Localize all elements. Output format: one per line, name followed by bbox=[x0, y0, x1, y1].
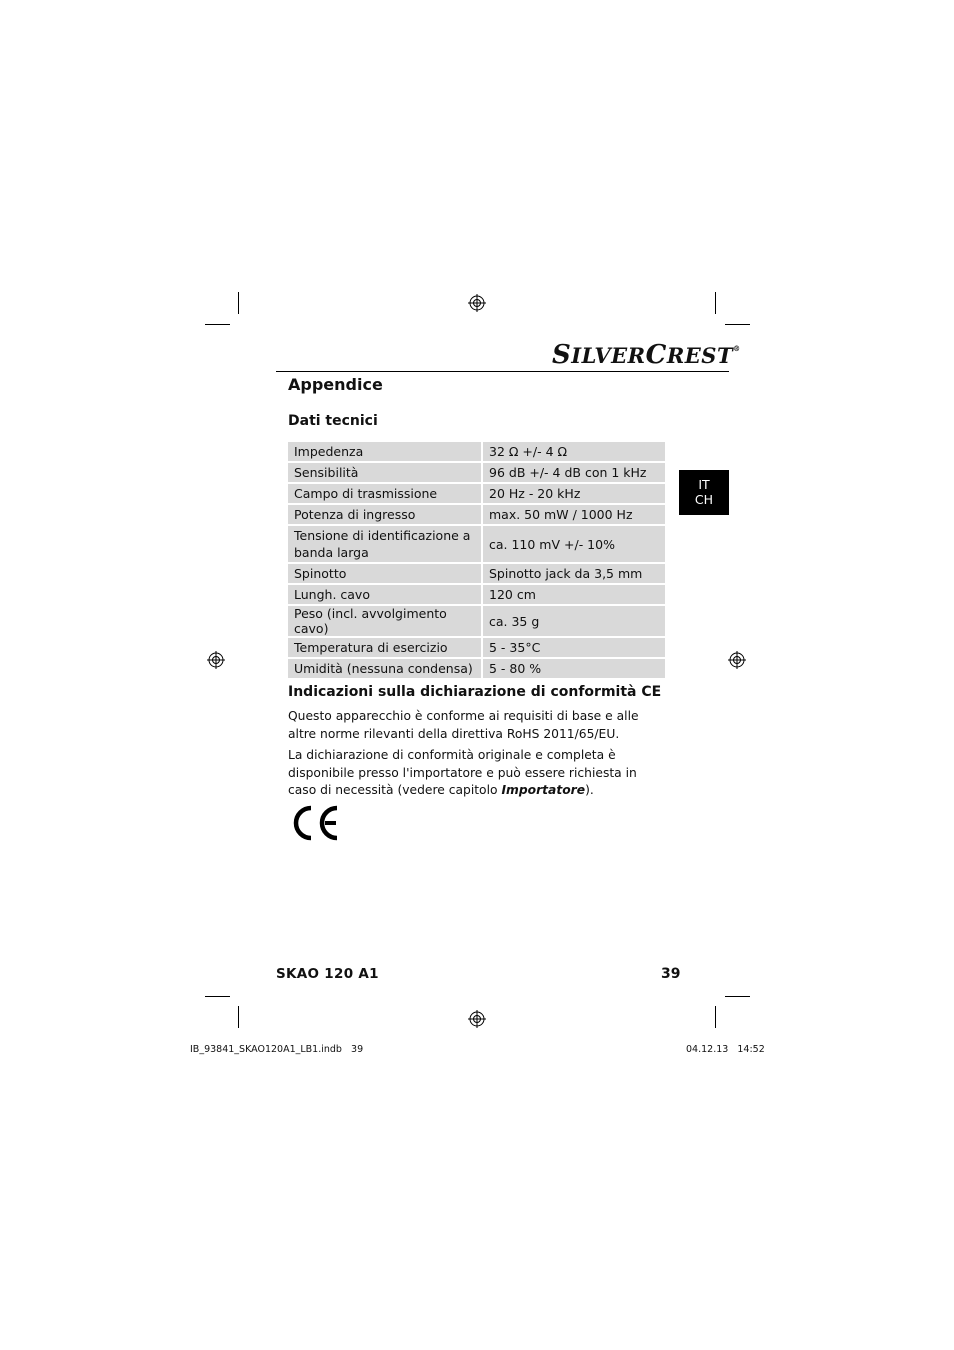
header-rule bbox=[276, 371, 729, 372]
ce-heading: Indicazioni sulla dichiarazione di conformità CE bbox=[288, 684, 662, 700]
spec-value: ca. 35 g bbox=[483, 606, 665, 636]
registration-mark-icon bbox=[468, 1010, 486, 1028]
crop-mark-icon bbox=[715, 1006, 716, 1028]
table-row bbox=[288, 526, 665, 562]
language-tab bbox=[679, 470, 729, 515]
registration-mark-icon bbox=[728, 651, 746, 669]
table-row bbox=[288, 442, 665, 461]
spec-value: ca. 110 mV +/- 10% bbox=[483, 526, 665, 562]
table-row bbox=[288, 505, 665, 524]
tech-data-heading: Dati tecnici bbox=[288, 413, 378, 429]
language-tab-it: IT bbox=[698, 477, 710, 492]
spec-label: Tensione di identificazione a banda larga bbox=[288, 526, 483, 562]
spec-label: Spinotto bbox=[288, 564, 483, 583]
registration-mark-icon bbox=[207, 651, 225, 669]
spec-label: Lungh. cavo bbox=[288, 585, 483, 604]
spec-value: 5 - 80 % bbox=[483, 659, 665, 678]
slug-file-info: IB_93841_SKAO120A1_LB1.indb 39 bbox=[190, 1044, 364, 1055]
spec-label: Peso (incl. avvolgimento cavo) bbox=[288, 606, 483, 636]
specs-table bbox=[288, 440, 665, 680]
ce-paragraph-2: La dichiarazione di conformità originale e completa è disponibile presso l'importatore e può essere richiesta in caso di necessità (vedere capitolo Importatore). bbox=[288, 748, 637, 797]
spec-value: 20 Hz - 20 kHz bbox=[483, 484, 665, 503]
spec-value: 5 - 35°C bbox=[483, 638, 665, 657]
importer-reference: Importatore bbox=[501, 783, 586, 797]
spec-label: Temperatura di esercizio bbox=[288, 638, 483, 657]
ce-paragraph-1: Questo apparecchio è conforme ai requisiti di base e alle altre norme rilevanti della direttiva RoHS 2011/65/EU. bbox=[288, 709, 639, 741]
ce-mark-icon bbox=[289, 803, 341, 843]
spec-value: 32 Ω +/- 4 Ω bbox=[483, 442, 665, 461]
crop-mark-icon bbox=[715, 292, 716, 314]
crop-mark-icon bbox=[725, 996, 750, 997]
registration-mark-icon bbox=[468, 294, 486, 312]
table-row bbox=[288, 463, 665, 482]
table-row bbox=[288, 585, 665, 604]
footer-model: SKAO 120 A1 bbox=[276, 966, 379, 982]
spec-value: 120 cm bbox=[483, 585, 665, 604]
table-row bbox=[288, 564, 665, 583]
spec-label: Potenza di ingresso bbox=[288, 505, 483, 524]
spec-value: 96 dB +/- 4 dB con 1 kHz bbox=[483, 463, 665, 482]
spec-label: Campo di trasmissione bbox=[288, 484, 483, 503]
spec-value: Spinotto jack da 3,5 mm bbox=[483, 564, 665, 583]
table-row bbox=[288, 484, 665, 503]
crop-mark-icon bbox=[238, 1006, 239, 1028]
page-number: 39 bbox=[661, 966, 681, 982]
crop-mark-icon bbox=[205, 324, 230, 325]
crop-mark-icon bbox=[238, 292, 239, 314]
spec-value: max. 50 mW / 1000 Hz bbox=[483, 505, 665, 524]
crop-mark-icon bbox=[725, 324, 750, 325]
page-title: Appendice bbox=[288, 375, 383, 394]
brand-logo: SILVERCREST® bbox=[552, 340, 741, 370]
crop-mark-icon bbox=[205, 996, 230, 997]
spec-label: Impedenza bbox=[288, 442, 483, 461]
spec-label: Sensibilità bbox=[288, 463, 483, 482]
table-row bbox=[288, 638, 665, 657]
table-row bbox=[288, 659, 665, 678]
slug-timestamp: 04.12.13 14:52 bbox=[686, 1044, 765, 1055]
table-row bbox=[288, 606, 665, 636]
language-tab-ch: CH bbox=[694, 492, 714, 507]
spec-label: Umidità (nessuna condensa) bbox=[288, 659, 483, 678]
